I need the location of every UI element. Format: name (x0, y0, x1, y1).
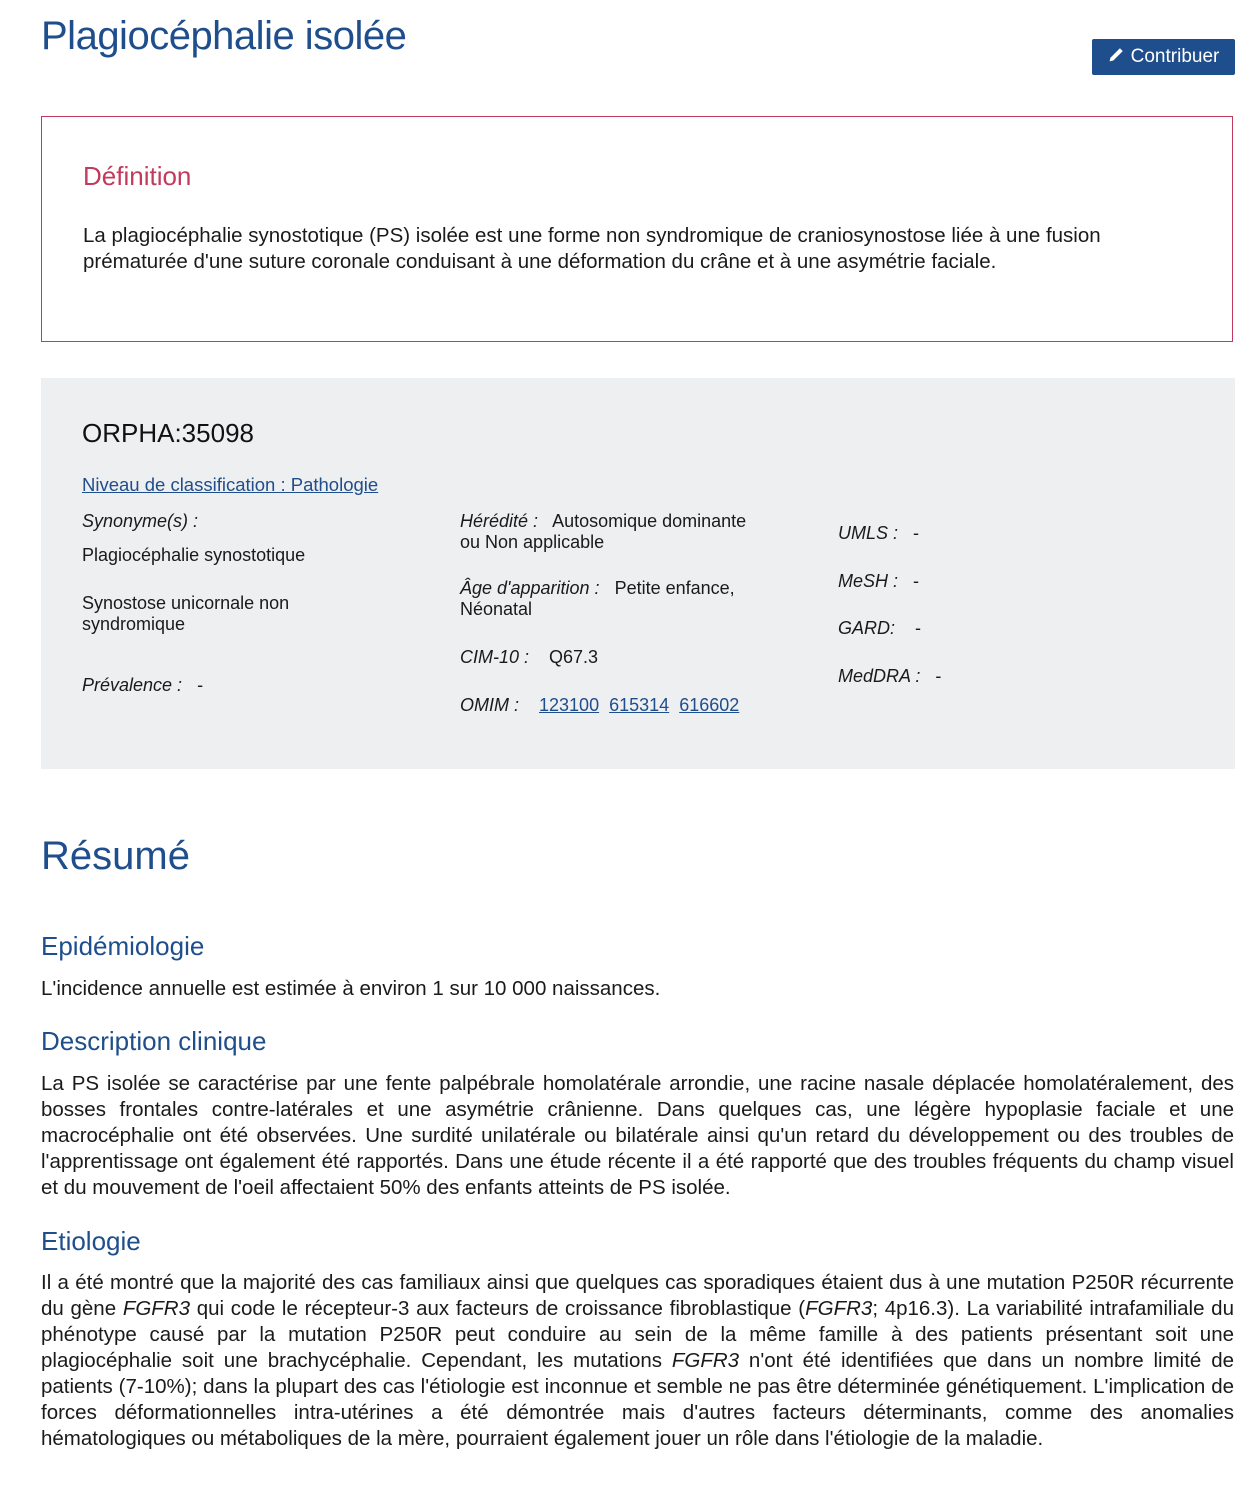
clinical-text: La PS isolée se caractérise par une fente palpébrale homolatérale arrondie, une racine nasale déplacée homolatéralement, des bosses frontales contre-latérales et une asymétrie crânienne. Dans quelques cas, une légère hypoplasie faciale et une macrocéphalie ont été observées. Une surdité unilatérale ou bilatérale ainsi qu'un retard du développement ou des troubles de l'apprentissage ont également été rapportés. Dans une étude récente il a été rapporté que des troubles fréquents du champ visuel et du mouvement de l'oeil affectaient 50% des enfants atteints de PS isolée. (41, 1072, 1234, 1199)
icd10-label: CIM-10 : (460, 647, 530, 667)
pencil-icon (1108, 46, 1125, 69)
icd10-value: Q67.3 (549, 647, 599, 667)
synonym-item: Synostose unicornale non syndromique (82, 593, 290, 634)
epidemiology-text: L'incidence annuelle est estimée à environ 1 sur 10 000 naissances. (41, 977, 661, 1000)
info-panel (41, 378, 1235, 769)
gard-row (838, 618, 921, 639)
definition-text: La plagiocéphalie synostotique (PS) isolée est une forme non syndromique de craniosynostose liée à une fusion prématurée d'une suture coronale conduisant à une déformation du crâne et à une asymétrie faciale. (83, 224, 1101, 273)
contribute-label: Contribuer (1130, 46, 1220, 67)
omim-link[interactable]: 123100 (539, 695, 600, 715)
gard-value: - (915, 618, 922, 638)
prevalence-row (82, 675, 203, 696)
heredity-row (460, 511, 750, 553)
meddra-value: - (935, 666, 942, 686)
page-title: Plagiocéphalie isolée (41, 14, 407, 58)
gene-name: FGFR3 (671, 1349, 740, 1372)
umls-value: - (913, 523, 920, 543)
meddra-label: MedDRA : (838, 666, 921, 686)
mesh-value: - (913, 571, 920, 591)
umls-row (838, 523, 919, 544)
prevalence-value: - (197, 675, 204, 695)
prevalence-label: Prévalence : (82, 675, 183, 695)
onset-value: Petite enfance, Néonatal (460, 578, 735, 619)
meddra-row (838, 666, 941, 687)
umls-label: UMLS : (838, 523, 899, 543)
summary-heading: Résumé (41, 834, 190, 878)
etiology-text: Il a été montré que la majorité des cas familiaux ainsi que quelques cas sporadiques étaient dus à une mutation P250R récurrente du gène FGFR3 qui code le récepteur-3 aux facteurs de croissance fibroblastique (FGFR3; 4p16.3). La variabilité intrafamiliale du phénotype causé par la mutation P250R peut conduire au sein de la même famille à des patients présentant soit une plagiocéphalie soit une brachycéphalie. Cependant, les mutations FGFR3 n'ont été identifiées que dans un nombre limité de patients (7-10%); dans la plupart des cas l'étiologie est inconnue et semble ne pas être déterminée génétiquement. L'implication de forces déformationnelles intra-utérines a été démontrée mais d'autres facteurs déterminants, comme des anomalies hématologiques ou métaboliques de la mère, pourraient également jouer un rôle dans l'étiologie de la maladie. (41, 1271, 1234, 1450)
etiology-heading: Etiologie (41, 1226, 141, 1256)
synonym-item: Plagiocéphalie synostotique (82, 545, 306, 565)
mesh-label: MeSH : (838, 571, 899, 591)
gene-name: FGFR3 (122, 1297, 191, 1320)
onset-label: Âge d'apparition : (460, 578, 600, 598)
onset-row (460, 578, 760, 620)
gard-label: GARD: (838, 618, 896, 638)
omim-link[interactable]: 616602 (679, 695, 740, 715)
contribute-button[interactable] (1092, 39, 1235, 75)
epidemiology-heading: Epidémiologie (41, 931, 205, 961)
mesh-row (838, 571, 919, 592)
omim-label: OMIM : (460, 695, 519, 715)
omim-row (460, 695, 739, 716)
synonyms-label: Synonyme(s) : (82, 511, 199, 531)
heredity-label: Hérédité : (460, 511, 539, 531)
clinical-heading: Description clinique (41, 1026, 267, 1056)
gene-name: FGFR3 (805, 1297, 873, 1320)
icd10-row (460, 647, 598, 668)
definition-heading: Définition (83, 161, 192, 191)
orpha-code: ORPHA:35098 (82, 418, 254, 448)
omim-link[interactable]: 615314 (609, 695, 670, 715)
definition-box (41, 116, 1233, 342)
classification-link[interactable]: Niveau de classification : Pathologie (82, 474, 379, 495)
heredity-value: Autosomique dominante ou Non applicable (460, 511, 747, 552)
